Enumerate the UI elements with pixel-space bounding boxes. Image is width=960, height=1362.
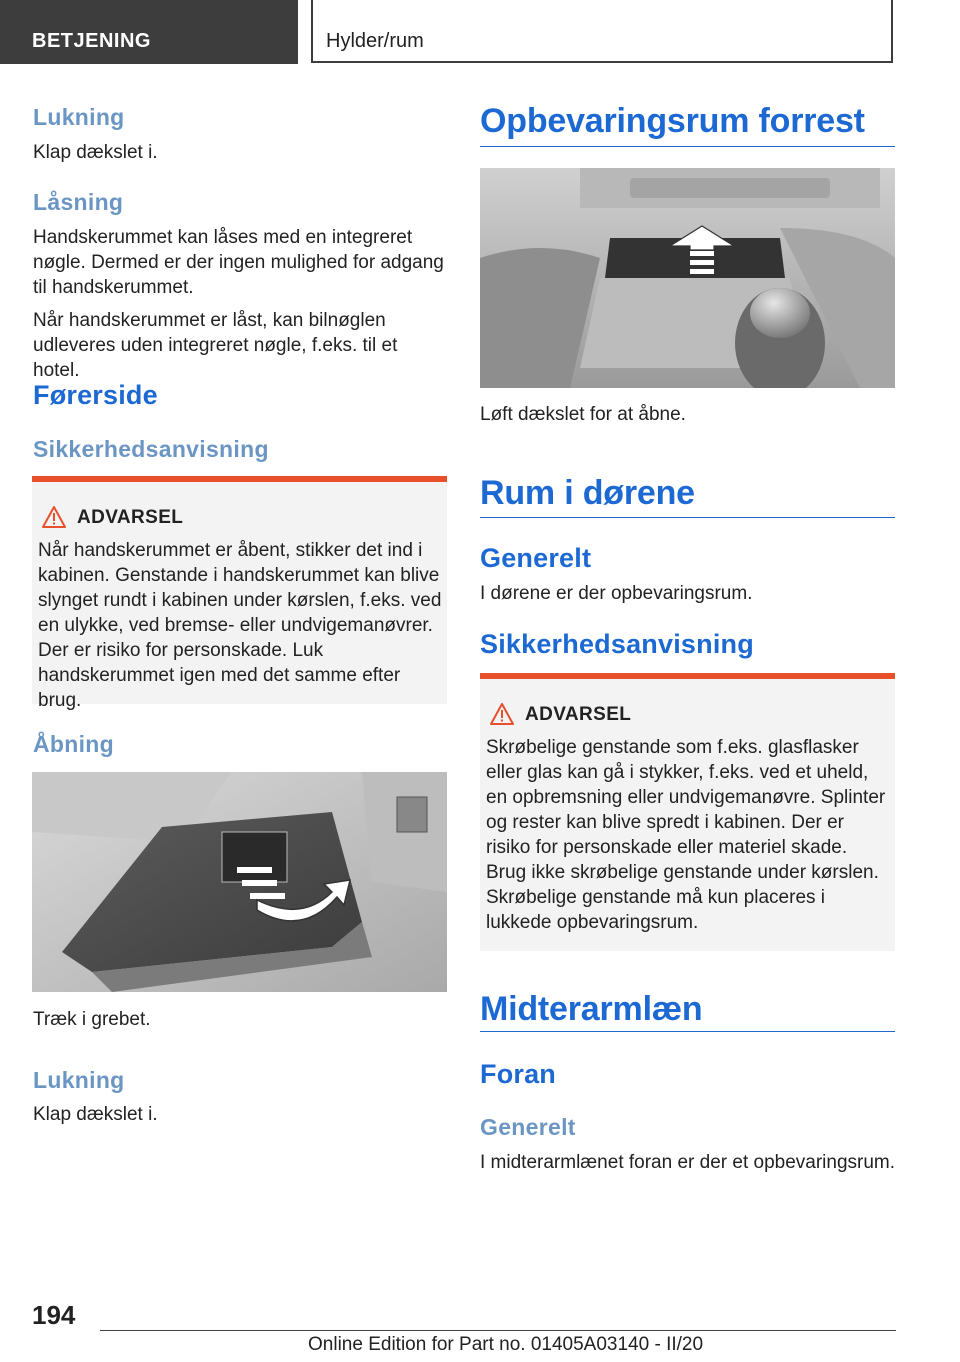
- midterarmlaen-heading: Midterarmlæn: [480, 990, 703, 1028]
- footer-edition-text: Online Edition for Part no. 01405A03140 - II/20: [308, 1334, 704, 1355]
- sikkerhedsanvisning-heading-right: Sikkerhedsanvisning: [480, 629, 754, 659]
- heading-rule: [480, 517, 895, 518]
- opbevaring-caption: Løft dækslet for at åbne.: [480, 404, 686, 425]
- aabning-heading: Åbning: [33, 731, 114, 757]
- generelt-heading-2: Generelt: [480, 1114, 576, 1140]
- header-chapter-tab: [311, 0, 893, 63]
- lukning-heading-2: Lukning: [33, 1067, 125, 1093]
- warning-box-right: [480, 673, 895, 951]
- header-section-label: BETJENING: [32, 30, 151, 52]
- warning-text: Skrøbelige genstande som f.eks. glasflasker eller glas kan gå i stykker, f.eks. ved et uheld, en opbremsning eller undvigemanøvre. Splinter og rester kan blive spredt i kabinen. Der er risiko for personskade eller materiel skade. Brug ikke skrøbelige genstande under kørslen. Skrøbelige genstande må kun placeres i lukkede opbevaringsrum.: [486, 737, 886, 933]
- rum-i-doerene-heading: Rum i dørene: [480, 474, 695, 512]
- glovebox-handle-illustration: [32, 772, 447, 992]
- foran-heading: Foran: [480, 1059, 557, 1089]
- generelt-text: I dørene er der opbevaringsrum.: [480, 583, 753, 604]
- warning-text: Når handskerummet er åbent, stikker det ind i kabinen. Genstande i handskerummet kan blive slynget rundt i kabinen under kørslen, f.eks. ved en ulykke, ved bremse- eller undvigemanøvrer. Der er risiko for personskade. Luk handskerummet igen med det samme efter brug.: [38, 540, 442, 711]
- lukning-text-2: Klap dækslet i.: [33, 1104, 158, 1125]
- lukning-text: Klap dækslet i.: [33, 142, 158, 163]
- warning-title: ADVARSEL: [77, 507, 184, 528]
- foererside-heading: Førerside: [33, 380, 158, 410]
- generelt-heading: Generelt: [480, 543, 592, 573]
- sikkerhedsanvisning-heading-left: Sikkerhedsanvisning: [33, 436, 269, 462]
- footer-rule: [100, 1330, 896, 1331]
- front-storage-illustration: [480, 168, 895, 388]
- laasning-paragraph-1: Handskerummet kan låses med en integreret nøgle. Dermed er der ingen mulighed for adgang til handskerummet.: [33, 227, 444, 298]
- warning-triangle-icon: [490, 703, 514, 725]
- laasning-heading: Låsning: [33, 189, 124, 215]
- heading-rule: [480, 1031, 895, 1032]
- laasning-paragraph-2: Når handskerummet er låst, kan bilnøglen udleveres uden integreret nøgle, f.eks. til et hotel.: [33, 310, 398, 381]
- lukning-heading: Lukning: [33, 104, 125, 130]
- page-number: 194: [32, 1300, 76, 1330]
- header-chapter-label: Hylder/rum: [326, 30, 424, 52]
- opbevaringsrum-heading: Opbevaringsrum forrest: [480, 102, 865, 140]
- header-section-tab: [0, 0, 298, 64]
- warning-title: ADVARSEL: [525, 704, 632, 725]
- warning-triangle-icon: [42, 506, 66, 528]
- heading-rule: [480, 146, 895, 147]
- generelt-text-2: I midterarmlænet foran er der et opbevaringsrum.: [480, 1152, 896, 1173]
- warning-box-left: [32, 476, 447, 711]
- aabning-caption: Træk i grebet.: [33, 1009, 151, 1030]
